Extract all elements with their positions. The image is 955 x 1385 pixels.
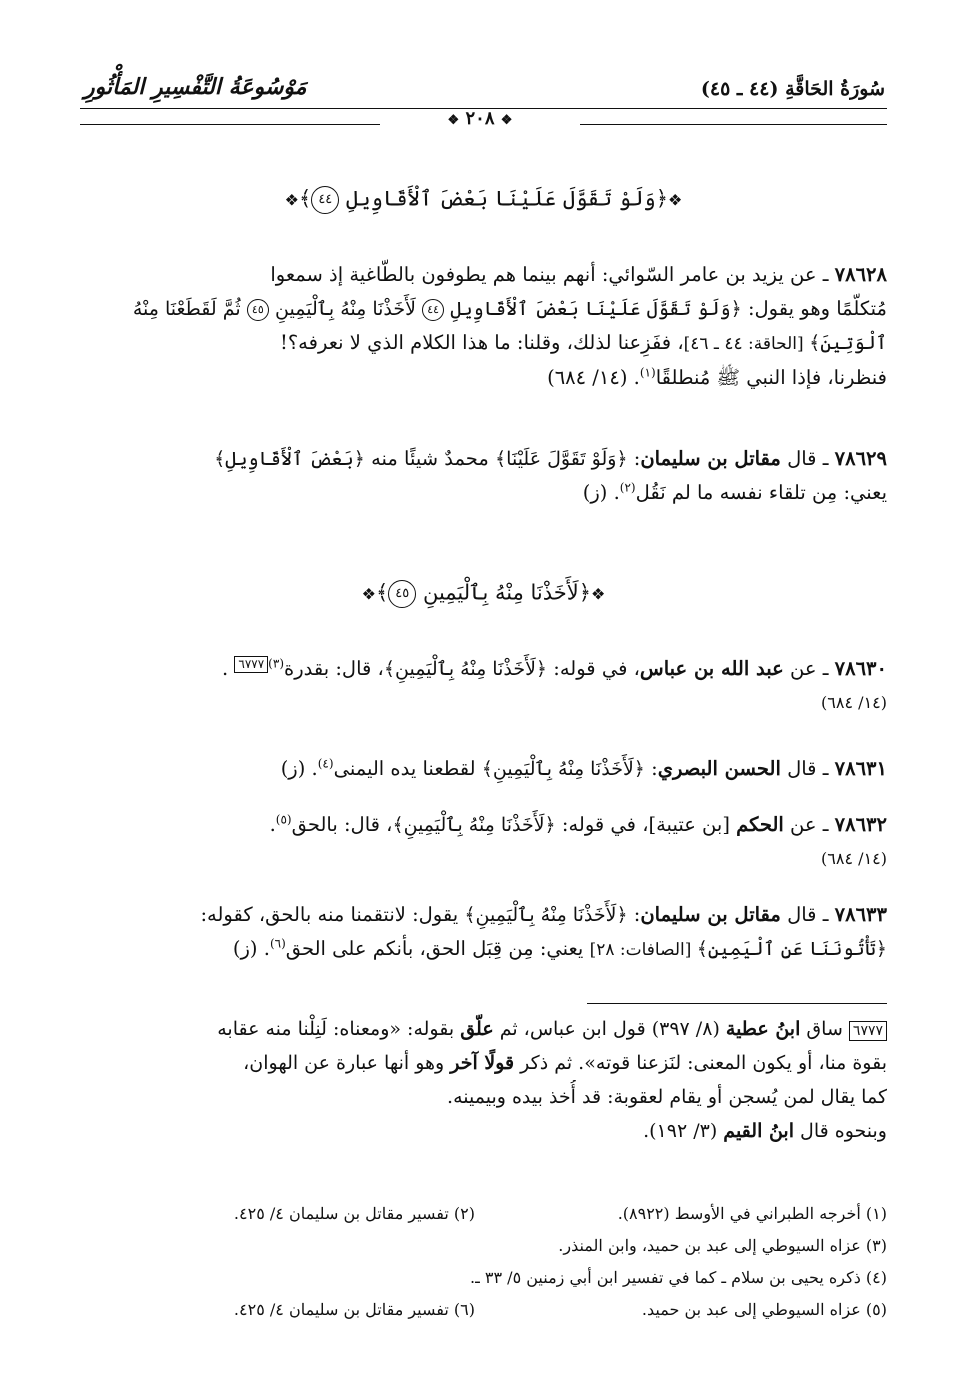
quran-reference: [الصافات: ٢٨] (589, 940, 697, 960)
quran-quote: ﴿بَعْضَ ٱلْأَقَاوِيلِ﴾ (214, 448, 365, 470)
entry-number: ٧٨٦٣٠ (834, 657, 887, 680)
volume-page-ref: . (١٤/ ٦٨٤) (547, 366, 640, 389)
running-header-surah: سُورَةُ الحَاقَّةِ (٤٤ ـ ٤٥) (700, 78, 885, 100)
ayah-heading-44: ❖﴿وَلَوْ تَقَوَّلَ عَلَيْنَا بَعْضَ ٱلْأَقَاوِيلِ ٤٤﴾❖ (80, 186, 887, 214)
quran-quote: ﴿تَأْتُونَنَا عَنِ ٱلْيَمِينِ﴾ (696, 938, 887, 960)
entry-number: ٧٨٦٢٩ (834, 447, 887, 470)
ayah-number-icon: ٤٥ (247, 299, 269, 321)
quran-reference: [الحاقة: ٤٤ ـ ٤٦] (683, 334, 810, 354)
entry-78632: ٧٨٦٣٢ ـ عن الحكم [بن عتيبة]، في قوله: ﴿لَأَخَذْنَا مِنْهُ بِٱلْيَمِينِ﴾، قال: بالحق$^{(٥)}$. (١٤/ ٦٨٤) (80, 808, 887, 876)
ayah-number-icon: ٤٥ (388, 580, 416, 608)
ayah-text: ﴿لَأَخَذْنَا مِنْهُ بِٱلْيَمِينِ (422, 580, 592, 605)
ornament-icon: ❖ (284, 190, 299, 210)
entry-number: ٧٨٦٣٣ (834, 903, 887, 926)
footnote-3: (٣) عزاه السيوطي إلى عبد بن حميد، وابن المنذر. (558, 1236, 887, 1255)
volume-page-ref: (١٤/ ٦٨٤) (821, 693, 887, 712)
ayah-number-icon: ٤٤ (422, 299, 444, 321)
commentary-rule (587, 1003, 887, 1004)
ornament-icon: ❖ (591, 584, 606, 604)
running-header-book-title: مَوْسُوعَةُ التَّفْسِيرِ المَأْثُورِ (84, 74, 307, 100)
quran-quote: ﴿وَلَوْ تَقَوَّلَ عَلَيْنَا بَعْضَ ٱلْأَقَاوِيلِ (450, 298, 742, 320)
ayah-number-icon: ٤٤ (311, 186, 339, 214)
footnote-marker: (٥) (275, 812, 292, 827)
quran-quote: ﴿لَأَخَذْنَا مِنْهُ بِٱلْيَمِينِ﴾ (383, 658, 548, 680)
quran-quote: ﴿لَأَخَذْنَا مِنْهُ بِٱلْيَمِينِ﴾ (481, 758, 645, 780)
narrator-name: الحكم (736, 813, 784, 836)
footnote-marker: (٢) (619, 480, 636, 495)
footnote-marker: (٣) (268, 656, 284, 671)
footnote-marker: (٦) (269, 936, 286, 951)
footnote-6: (٦) تفسير مقاتل بن سليمان ٤/ ٤٢٥. (233, 1300, 475, 1319)
page-number: ٢٠٨ (465, 108, 495, 129)
entry-78630: ٧٨٦٣٠ ـ عن عبد الله بن عباس، في قوله: ﴿لَأَخَذْنَا مِنْهُ بِٱلْيَمِينِ﴾، قال: بقدرة$^{(٣)}$٦٧٧٧ . (١٤/ ٦٨٤) (80, 652, 887, 720)
narrator-name: عبد الله بن عباس (639, 657, 784, 680)
quran-quote: ﴿لَأَخَذْنَا مِنْهُ بِٱلْيَمِينِ﴾ (464, 904, 628, 926)
ornament-icon: ❖ (500, 113, 513, 128)
page-number-block (380, 109, 580, 131)
footnote-4: (٤) ذكره يحيى بن سلام ـ كما في تفسير ابن أبي زمنين ٥/ ٣٣ ـ. (470, 1268, 887, 1287)
scholar-name: ابنُ عطية (725, 1018, 801, 1040)
narrator-name: الحسن البصري (657, 757, 781, 780)
footnote-1: (١) أخرجه الطبراني في الأوسط (٨٩٢٢). (617, 1204, 887, 1223)
entry-78631: ٧٨٦٣١ ـ قال الحسن البصري: ﴿لَأَخَذْنَا مِنْهُ بِٱلْيَمِينِ﴾ لقطعنا يده اليمنى$^{(٤)}$. (ز) (280, 756, 887, 780)
volume-page-ref: (١٤/ ٦٨٤) (821, 849, 887, 868)
commentary-marker: ٦٧٧٧ (234, 656, 268, 673)
commentary-marker: ٦٧٧٧ (849, 1021, 887, 1041)
footnote-marker: (٤) (317, 756, 334, 771)
entry-number: ٧٨٦٣٢ (834, 813, 887, 836)
entry-number: ٧٨٦٢٨ (834, 263, 887, 286)
entry-78633: ٧٨٦٣٣ ـ قال مقاتل بن سليمان: ﴿لَأَخَذْنَا مِنْهُ بِٱلْيَمِينِ﴾ يقول: لانتقمنا منه بالحق، كقوله: ﴿تَأْتُونَنَا عَنِ ٱلْيَمِينِ﴾ [الصافات: ٢٨] يعني: مِن قِبَل الحق، بأنكم على الحق$^{(٦)}$. (ز) (200, 903, 887, 960)
ayah-text: ﴿وَلَوْ تَقَوَّلَ عَلَيْنَا بَعْضَ ٱلْأَقَاوِيلِ (345, 186, 668, 211)
ornament-icon: ❖ (668, 190, 683, 210)
commentary-block: ٦٧٧٧ ساق ابنُ عطية (٨/ ٣٩٧) قول ابن عباس، ثم علّق بقوله: «ومعناه: لَنِلْنا منه عقابه بقوة منا، أو يكون المعنى: لنَزعنا قوته». ثم ذكر قولًا آخر وهو أنها عبارة عن الهوان، كما يقال لمن يُسجن أو يقام لعقوبة: قد أُخذ بيده وبيمينه. وبنحوه قال ابنُ القيم (٣/ ١٩٢). (217, 1018, 887, 1142)
narrator-name: مقاتل بن سليمان (640, 903, 781, 926)
entry-78628: ٧٨٦٢٨ ـ عن يزيد بن عامر السّوائي: أنهم بينما هم يطوفون بالطّاغية إذ سمعوا مُتكلّمًا وهو يقول: ﴿وَلَوْ تَقَوَّلَ عَلَيْنَا بَعْضَ ٱلْأَقَاوِيلِ ٤٤ لَأَخَذْنَا مِنْهُ بِٱلْيَمِينِ ٤٥ ثُمَّ لَقَطَعْنَا مِنْهُ ٱلْوَتِينَ﴾ [الحاقة: ٤٤ ـ ٤٦]، ففَزِعنا لذلك، وقلنا: ما هذا الكلام الذي لا نعرفه؟! فنظرنا، فإذا النبي ﷺ مُنطلقًا$^{(١)}$. (١٤/ ٦٨٤) (132, 263, 887, 389)
ornament-icon: ❖ (361, 584, 376, 604)
quran-quote: ﴿وَلَوْ تَقَوَّلَ عَلَيْنَا﴾ (495, 448, 628, 470)
footnote-5: (٥) عزاه السيوطي إلى عبد بن حميد. (641, 1300, 887, 1319)
footnote-2: (٢) تفسير مقاتل بن سليمان ٤/ ٤٢٥. (233, 1204, 475, 1223)
scholar-name: ابنُ القيم (723, 1120, 794, 1142)
ayah-heading-45: ❖﴿لَأَخَذْنَا مِنْهُ بِٱلْيَمِينِ ٤٥﴾❖ (80, 580, 887, 608)
ornament-icon: ❖ (447, 113, 460, 128)
narrator-name: مقاتل بن سليمان (640, 447, 781, 470)
quran-quote: ﴿لَأَخَذْنَا مِنْهُ بِٱلْيَمِينِ﴾ (392, 814, 556, 836)
entry-78629: ٧٨٦٢٩ ـ قال مقاتل بن سليمان: ﴿وَلَوْ تَقَوَّلَ عَلَيْنَا﴾ محمدٌ شيئًا منه ﴿بَعْضَ ٱلْأَقَاوِيلِ﴾ يعني: مِن تلقاء نفسه ما لم نَقُل$^{(٢)}$. (ز) (214, 447, 887, 504)
entry-number: ٧٨٦٣١ (834, 757, 887, 780)
footnote-marker: (١) (639, 365, 656, 380)
